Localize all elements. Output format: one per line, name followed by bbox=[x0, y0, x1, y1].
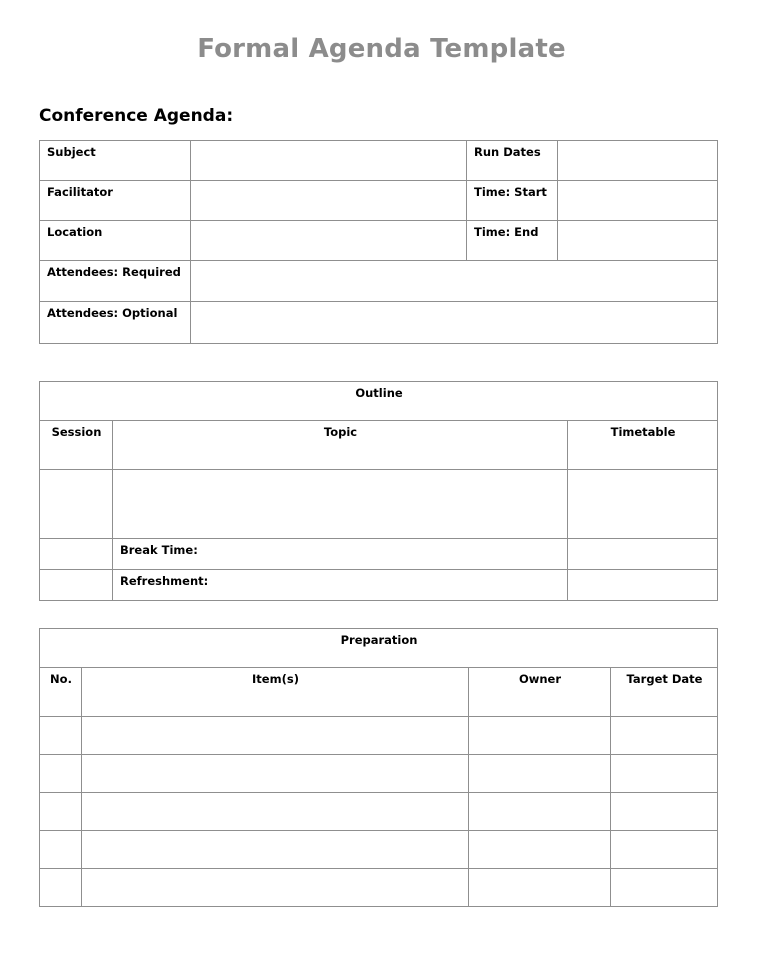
section-heading-conference-agenda: Conference Agenda: bbox=[39, 106, 234, 126]
info-value-facilitator[interactable] bbox=[191, 181, 467, 221]
table-header-row bbox=[40, 421, 718, 470]
prep-cell-no[interactable] bbox=[40, 717, 82, 755]
conference-info-table bbox=[39, 140, 718, 344]
prep-cell-owner[interactable] bbox=[469, 831, 611, 869]
prep-cell-owner[interactable] bbox=[469, 717, 611, 755]
info-value-location[interactable] bbox=[191, 221, 467, 261]
preparation-table-title: Preparation bbox=[40, 629, 718, 668]
table-row bbox=[40, 755, 718, 793]
prep-cell-item[interactable] bbox=[82, 717, 469, 755]
info-value-attendees-required[interactable] bbox=[191, 261, 718, 302]
table-row bbox=[40, 382, 718, 421]
table-row bbox=[40, 869, 718, 907]
outline-table bbox=[39, 381, 718, 601]
outline-table-title: Outline bbox=[40, 382, 718, 421]
info-label-time-start: Time: Start bbox=[467, 181, 558, 221]
outline-cell-timetable-refreshment[interactable] bbox=[568, 570, 718, 601]
prep-cell-target-date[interactable] bbox=[611, 831, 718, 869]
info-label-subject: Subject bbox=[40, 141, 191, 181]
prep-cell-target-date[interactable] bbox=[611, 869, 718, 907]
table-row bbox=[40, 302, 718, 344]
info-label-time-end: Time: End bbox=[467, 221, 558, 261]
table-row bbox=[40, 717, 718, 755]
prep-cell-owner[interactable] bbox=[469, 793, 611, 831]
prep-header-owner: Owner bbox=[469, 668, 611, 717]
prep-cell-owner[interactable] bbox=[469, 869, 611, 907]
prep-header-items: Item(s) bbox=[82, 668, 469, 717]
outline-header-session: Session bbox=[40, 421, 113, 470]
table-header-row bbox=[40, 668, 718, 717]
info-label-location: Location bbox=[40, 221, 191, 261]
prep-cell-item[interactable] bbox=[82, 793, 469, 831]
table-row bbox=[40, 539, 718, 570]
prep-cell-no[interactable] bbox=[40, 869, 82, 907]
table-row bbox=[40, 221, 718, 261]
prep-cell-target-date[interactable] bbox=[611, 717, 718, 755]
outline-cell-session-refreshment[interactable] bbox=[40, 570, 113, 601]
prep-cell-no[interactable] bbox=[40, 831, 82, 869]
table-row bbox=[40, 141, 718, 181]
prep-header-no: No. bbox=[40, 668, 82, 717]
outline-header-timetable: Timetable bbox=[568, 421, 718, 470]
info-value-subject[interactable] bbox=[191, 141, 467, 181]
table-row bbox=[40, 570, 718, 601]
info-value-run-dates[interactable] bbox=[558, 141, 718, 181]
info-value-time-start[interactable] bbox=[558, 181, 718, 221]
prep-cell-no[interactable] bbox=[40, 755, 82, 793]
info-value-attendees-optional[interactable] bbox=[191, 302, 718, 344]
outline-cell-timetable[interactable] bbox=[568, 470, 718, 539]
outline-header-topic: Topic bbox=[113, 421, 568, 470]
prep-cell-item[interactable] bbox=[82, 831, 469, 869]
prep-cell-target-date[interactable] bbox=[611, 755, 718, 793]
prep-cell-no[interactable] bbox=[40, 793, 82, 831]
outline-cell-topic-refreshment[interactable]: Refreshment: bbox=[113, 570, 568, 601]
page-title: Formal Agenda Template bbox=[197, 34, 566, 64]
prep-cell-target-date[interactable] bbox=[611, 793, 718, 831]
preparation-table bbox=[39, 628, 718, 907]
outline-cell-session[interactable] bbox=[40, 470, 113, 539]
table-row bbox=[40, 629, 718, 668]
outline-cell-session-break[interactable] bbox=[40, 539, 113, 570]
prep-cell-item[interactable] bbox=[82, 869, 469, 907]
prep-cell-item[interactable] bbox=[82, 755, 469, 793]
info-value-time-end[interactable] bbox=[558, 221, 718, 261]
prep-header-target-date: Target Date bbox=[611, 668, 718, 717]
outline-cell-topic-break-time[interactable]: Break Time: bbox=[113, 539, 568, 570]
prep-cell-owner[interactable] bbox=[469, 755, 611, 793]
table-row bbox=[40, 470, 718, 539]
outline-cell-timetable-break[interactable] bbox=[568, 539, 718, 570]
table-row bbox=[40, 181, 718, 221]
table-row bbox=[40, 831, 718, 869]
info-label-run-dates: Run Dates bbox=[467, 141, 558, 181]
info-label-facilitator: Facilitator bbox=[40, 181, 191, 221]
table-row bbox=[40, 261, 718, 302]
info-label-attendees-required: Attendees: Required bbox=[40, 261, 191, 302]
info-label-attendees-optional: Attendees: Optional bbox=[40, 302, 191, 344]
table-row bbox=[40, 793, 718, 831]
outline-cell-topic[interactable] bbox=[113, 470, 568, 539]
